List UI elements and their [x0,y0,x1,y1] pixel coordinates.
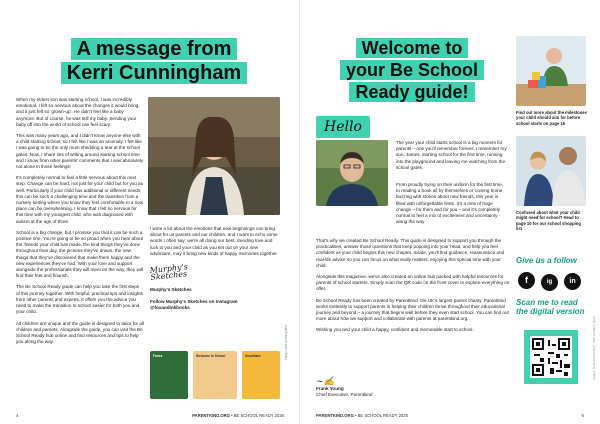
right-title [314,38,510,103]
linkedin-icon[interactable]: in [564,273,581,290]
instagram-handle: @foxandinkbooks [150,305,190,311]
book-title-1: Foxes [153,354,163,358]
social-icons [518,270,587,291]
book-cover-1 [150,351,188,399]
sign-role-right: Chief Executive, Parentkind [316,392,373,398]
photo-credit-left: Image: Ami Cunningham [284,325,288,360]
intro-text: The year your child starts school is a big moment for parents – one you'll remember forever. I remember my son, James, starting school for the first time, running into the playground and leaving me watching from the school gates. [396,140,507,170]
footer-tag-left: BE SCHOOL READY 2026 [233,413,284,418]
hello-text: Hello [324,119,362,135]
intro-block [396,140,508,171]
book-cover-3 [242,351,280,399]
left-para-3: It's completely normal to feel a little nervous about this next step. Change can be hard, not just for your child but for you as well. Particularly if your child has additional or different needs, this can be such a challenging time and the transition from a nursery setting where you know they feel comfortable to a new place can be overwhelming. I know that I felt so nervous for this time with my youngest child, who was diagnosed with autism at the age of three. [16,175,144,224]
qr-code-panel[interactable] [524,330,578,384]
side-caption-1: Find out more about the milestones your child should aim for before school starts on page 16 [516,110,587,126]
left-para-4: School is a big change, but I promise you that it can be such a positive one. You're going to be so proud when you hear about the 'friends your child has made, the kind things they've done throughout their day, the pictures they've drawn, the new things that they've discovered that make them happy and the new experiences they've had. With your love and support alongside the professionals they will meet on the way, they will find their feet and flourish. [16,229,144,279]
image-credit-right: Images: stock.com/SciStock, stock.com/Moor globe [592,316,596,380]
child-playing-photo [516,36,586,106]
footer-site-left: PARENTKIND.ORG [192,413,230,418]
right-footer: PARENTKIND.ORG • BE SCHOOL READY 2026 5 [316,413,584,418]
book-title-2: Welcome to School [196,354,226,358]
right-para-4: Wishing you and your child a happy, confident and memorable start to school. [316,327,474,333]
qr-code-icon [530,336,572,378]
child-uniform-photo [516,136,586,206]
left-title-line2: Kerri Cunningham [61,62,247,84]
right-para-1: That's why we created Be School Ready. This guide is designed to support you through the practicalities, answer those questions that keep popping into your head, and help you feel confident as your child begins this new chapter. Inside, you'll find guidance, reassurance and real-life advice so you can focus on what really matters: enjoying this special time with your child. [316,238,505,268]
left-para-5: The Be School Ready guide can help you take the first steps of this journey together. With helpful, practical tips and insights from other parents and experts, it offers you the advice you need to make the transition to school easier for both you and your child. [16,284,143,315]
right-para-2: Alongside this magazine, we've also created an online hub packed with helpful resources for parents of school starters. Simply scan the QR code on the front cover to explore everything on offer. [316,274,510,292]
frank-signature: ~✍ [316,377,335,387]
side-caption-2: Confused about what your child might need for school? Head to page 10 for our school shopping list [516,210,581,232]
sign-name-right: Frank Young [316,386,344,391]
footer-tag-right: BE SCHOOL READY 2026 [357,413,408,418]
book-title-3: Snowflake [245,354,261,358]
right-title-line1: Welcome to [356,38,469,58]
follow-line-left: Follow Murphy's Sketches on Instagram [150,299,238,305]
right-title-line2: your Be School [340,60,484,80]
sign-name-left: Murphy's Sketches [150,287,192,293]
left-col2 [150,226,280,312]
scan-heading [516,298,600,316]
footer-site-right: PARENTKIND.ORG [316,413,354,418]
left-title [48,38,260,84]
left-para-6: All children are unique and the guide is designed to tailor for all children and parents. Alongside the guide, you can visit the Be School Ready hub online and find resources and tips to help you along the way. [16,320,144,345]
hello-badge [316,116,370,138]
left-para-1: When my eldest son was starting school, I was incredibly emotional. I felt so nervous about the changes it would bring, and it just felt so 'grown-up'. He didn't feel like a baby anymore. But of course, he was still my baby. Sending your baby off into the world of school can feel scary. [16,97,140,127]
left-col2-text: I write a lot about the emotions that new beginnings can bring about for us parents and our children, and I want to echo some words I often say: we're all doing our best. Sending love and luck to you and your child as you set out on your new adventure, may it bring new kinds of happy memories together. [150,226,278,256]
scan-line-1: Scan me to read [516,298,578,307]
kerri-portrait-photo [148,97,280,215]
right-body [316,238,510,339]
page-number-left: 4 [16,413,19,418]
left-para-2: This was many years ago, and I didn't know anyone else with a child starting school, so I felt like I was an anomaly. I felt like I was going to be the only mum shedding a tear at the school gates. Now, I share lots of writing around starting school time and I know from other parents' comments that I was absolutely not alone in those feelings! [16,133,144,170]
follow-heading: Give us a follow [516,256,577,265]
right-title-line3: Ready guide! [349,82,474,102]
left-col1 [16,97,144,350]
intro-block-2 [396,182,508,225]
book-cover-2 [193,351,237,399]
right-page [300,0,600,424]
right-para-3: Be School Ready has been created by Parentkind, the UK's largest parent charity. Parentkind works tirelessly to support parents in helping their children thrive throughout their educational journey and beyond – a journey that begins well before they even start school. You can find out more about how we support and collaborate with parents at parentkind.org. [316,297,509,322]
intro-text-2: From proudly trying on their uniform for the first time, to reading a book all by themselves or coming home buzzing with stories about new friends, this year is filled with unforgettable firsts. It's a time of huge change – for them and for you – and it's completely normal to feel a mix of excitement and uncertainty along the way. [396,182,503,225]
page-number-right: 5 [581,413,584,418]
signature-block-right [316,378,436,398]
scan-line-2: the digital version [516,307,585,316]
facebook-icon[interactable]: f [518,272,535,289]
left-title-line1: A message from [71,38,238,60]
instagram-icon[interactable]: ig [541,274,558,291]
left-footer: 4 PARENTKIND.ORG • BE SCHOOL READY 2026 [16,413,284,418]
signature-graphic: Murphy's Sketches [149,262,189,283]
frank-portrait-photo [316,140,388,206]
